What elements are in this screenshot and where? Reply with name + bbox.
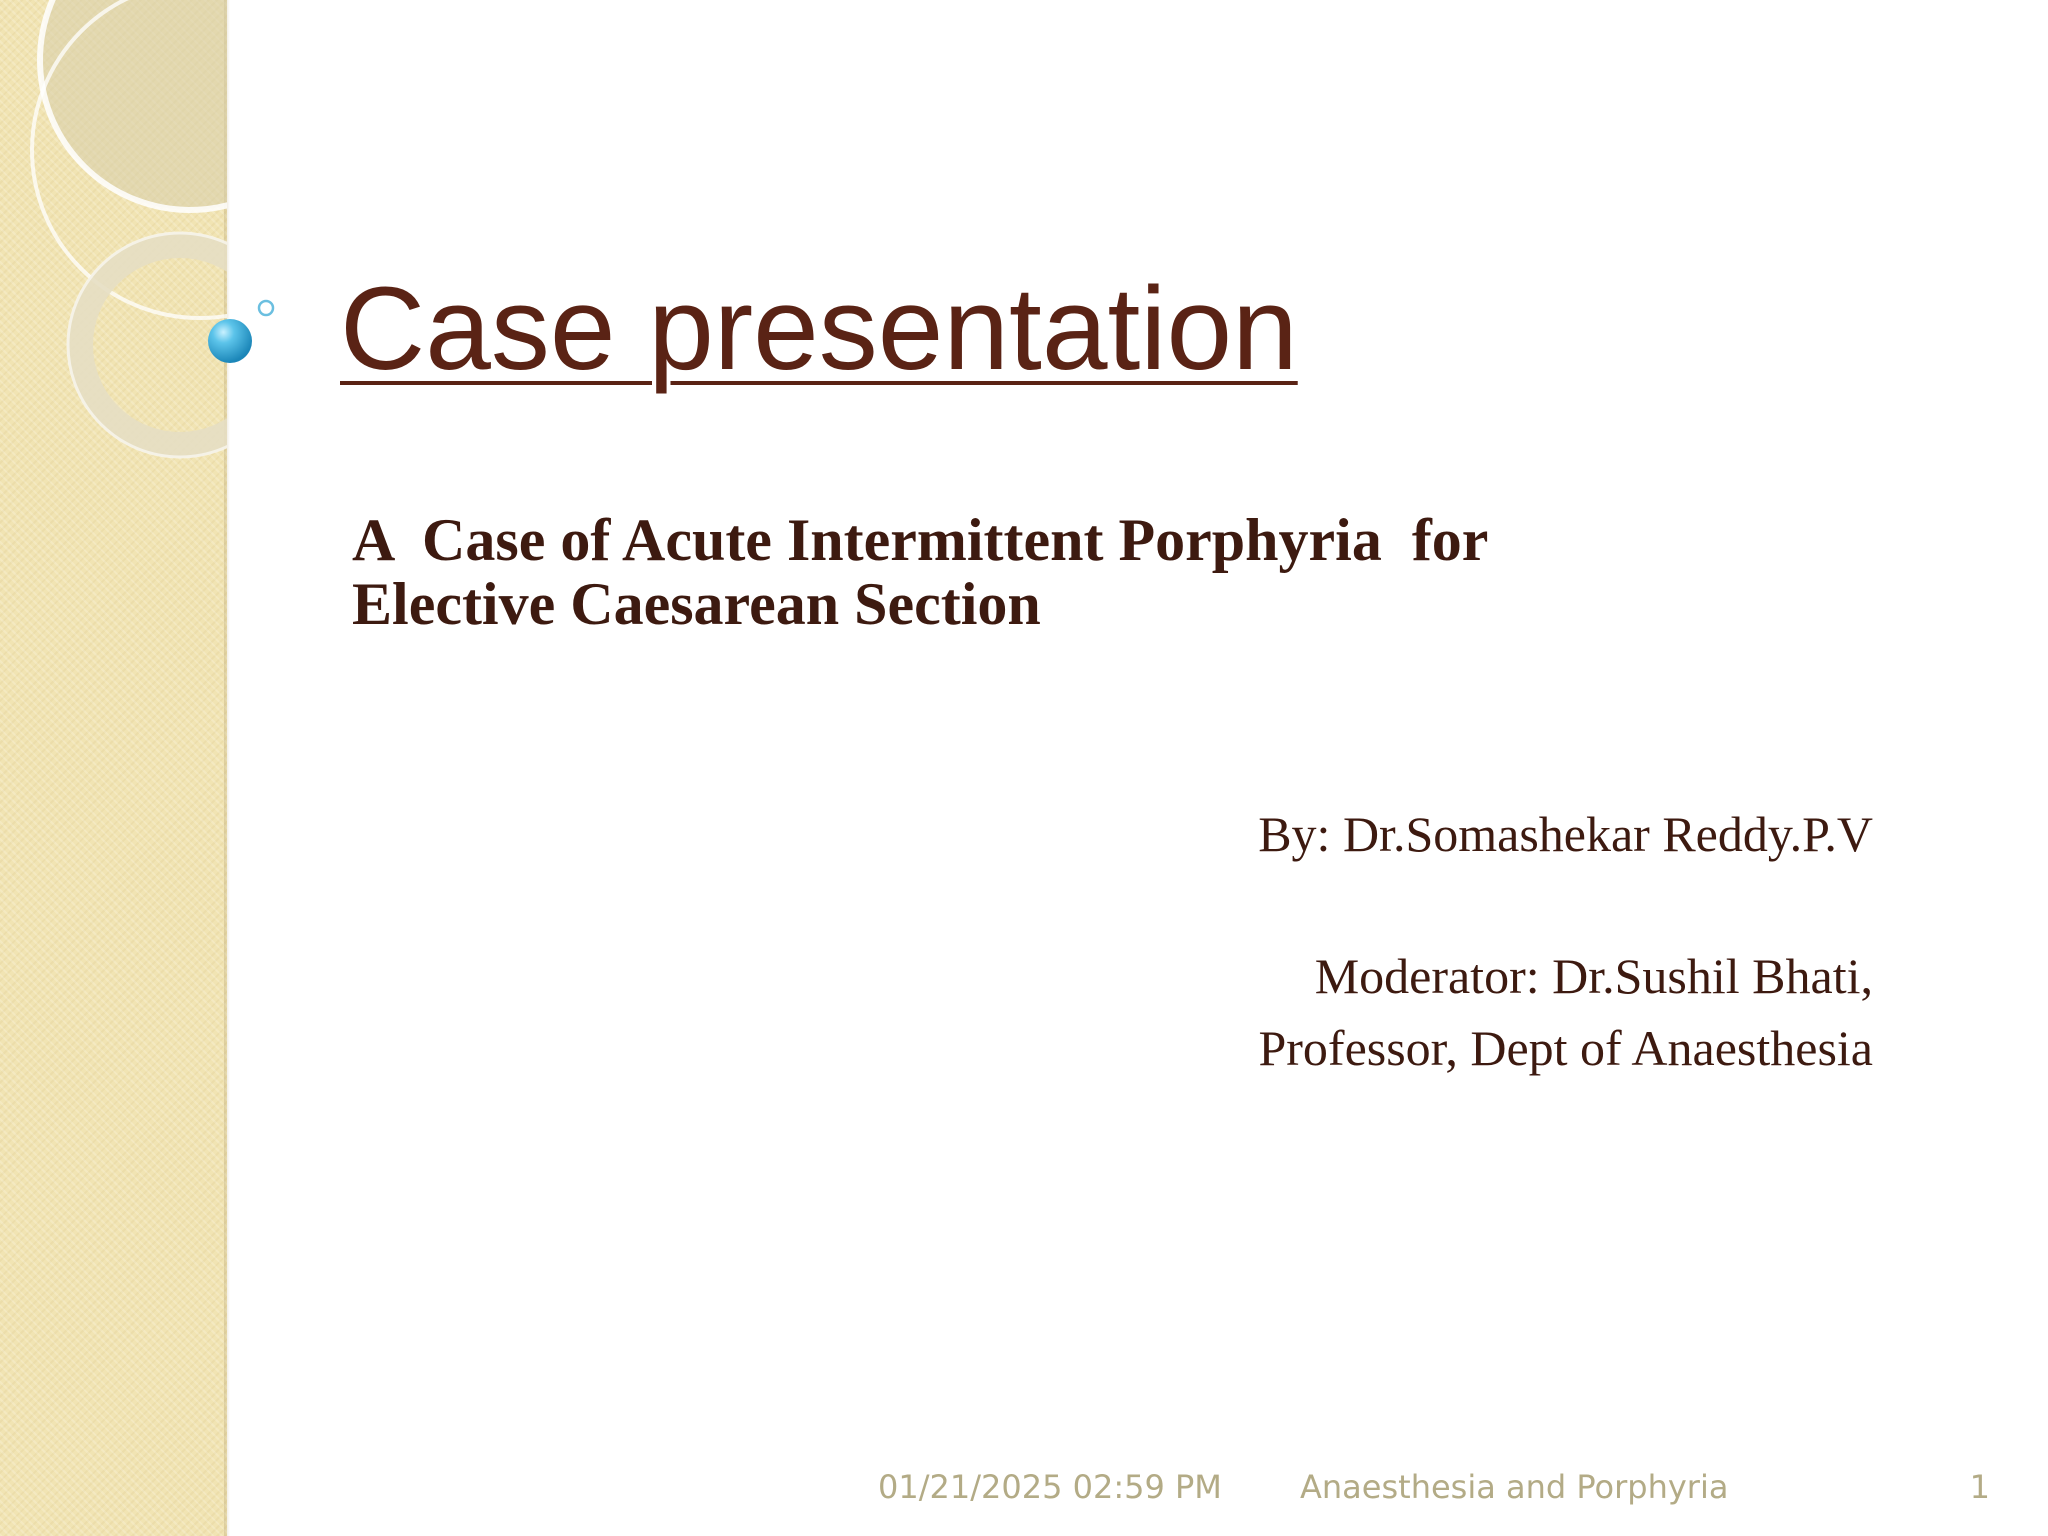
presenter-name: By: Dr.Somashekar Reddy.P.V <box>1258 806 1873 862</box>
slide-subtitle <box>352 508 1752 636</box>
slide-number: 1 <box>1969 1468 1990 1506</box>
moderator-title: Professor, Dept of Anaesthesia <box>1258 1020 1873 1076</box>
slide-title: Case presentation <box>340 263 1298 395</box>
credits-spacer <box>1258 870 1873 940</box>
blue-sphere-bullet-icon <box>208 319 252 363</box>
footer-title: Anaesthesia and Porphyria <box>1300 1468 1729 1506</box>
footer-date: 01/21/2025 02:59 PM <box>878 1468 1222 1506</box>
decorative-rings <box>0 0 300 520</box>
credits-block <box>1258 798 1873 1084</box>
subtitle-line: Elective Caesarean Section <box>352 571 1041 637</box>
moderator-name: Moderator: Dr.Sushil Bhati, <box>1314 948 1873 1004</box>
subtitle-line: A Case of Acute Intermittent Porphyria for <box>352 507 1489 573</box>
